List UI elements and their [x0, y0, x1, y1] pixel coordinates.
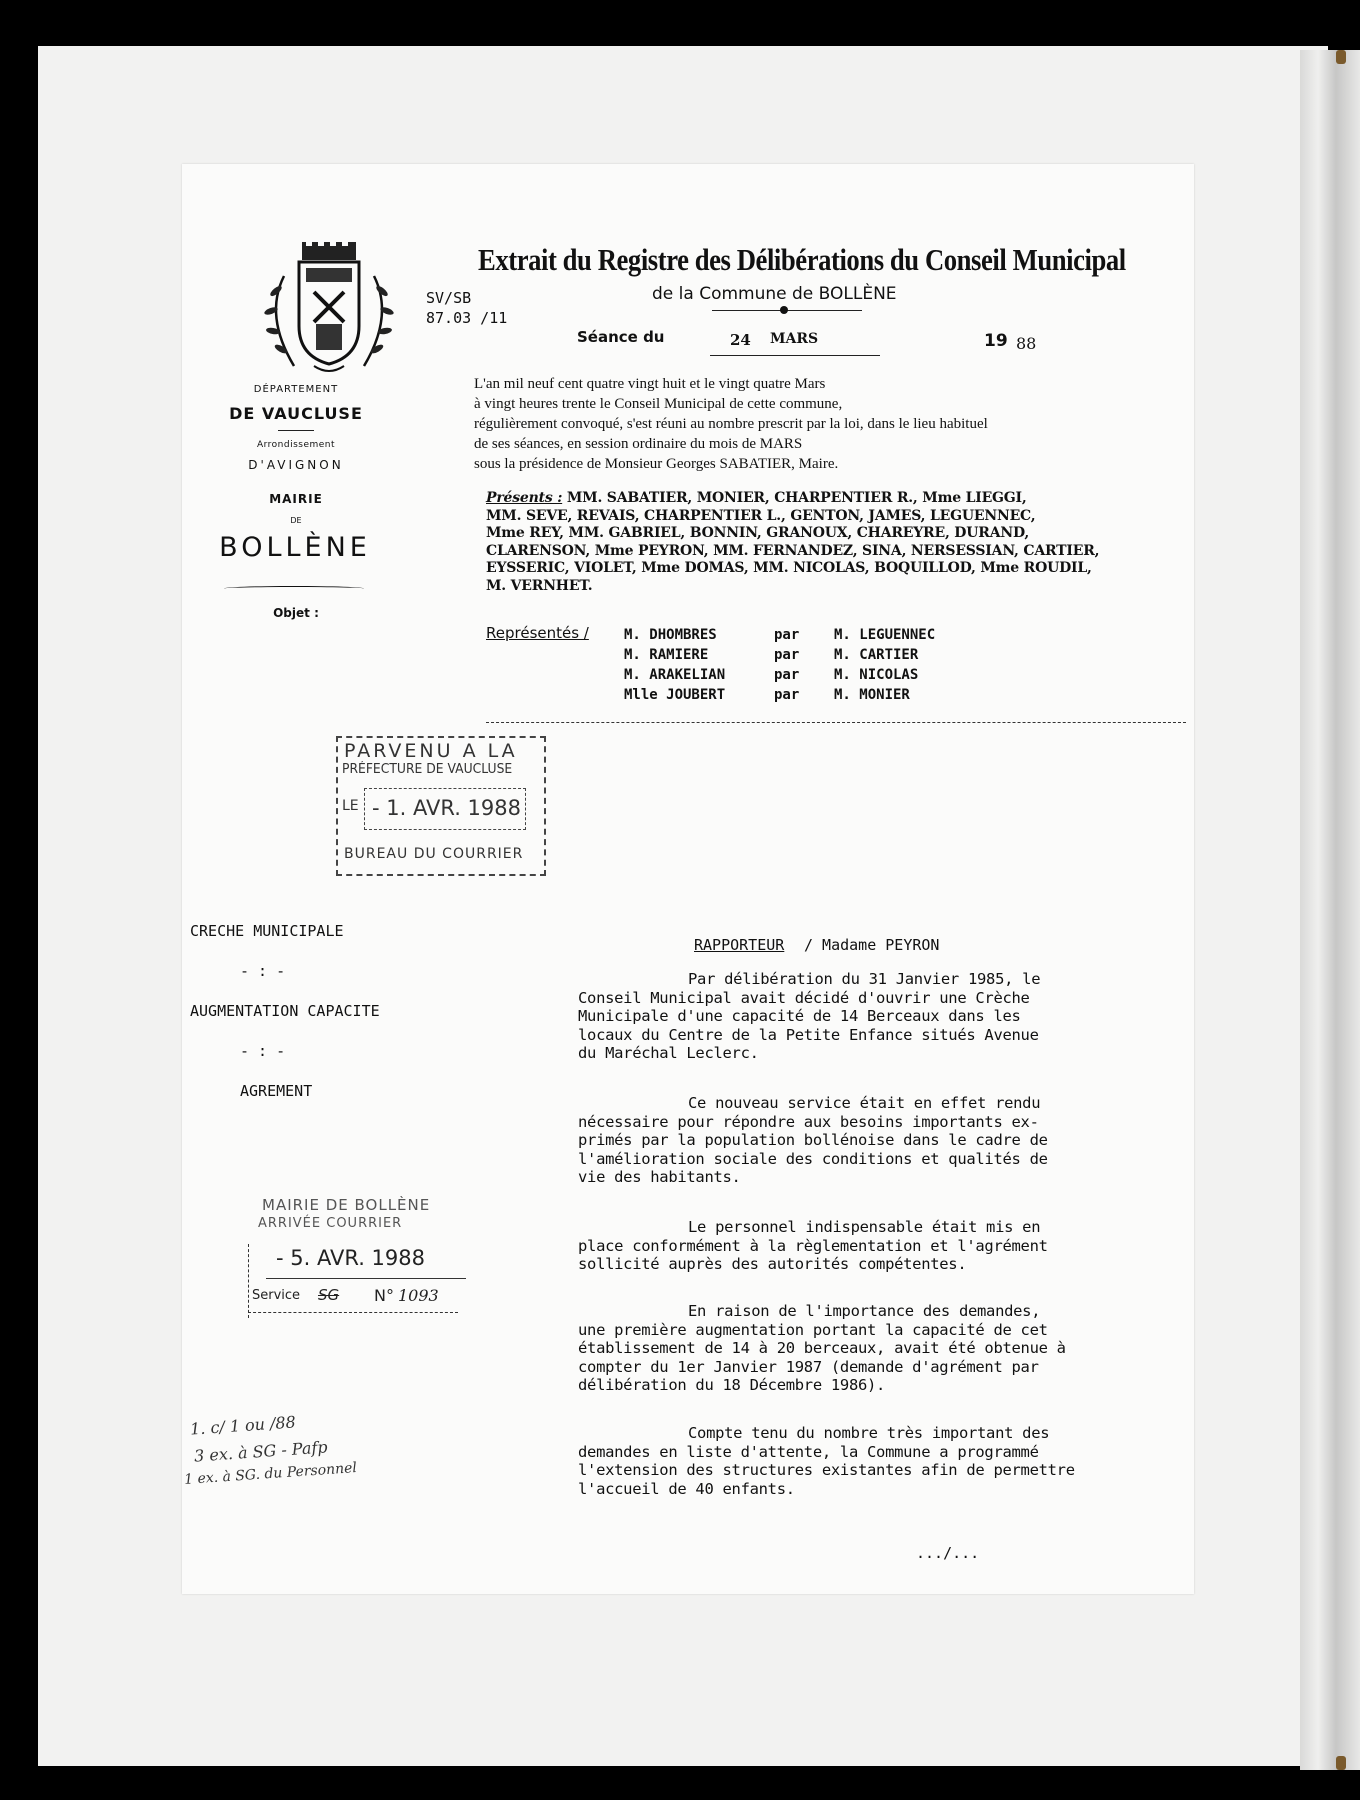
seance-year-suffix: 88 [1016, 334, 1037, 353]
body-line: Compte tenu du nombre très important des [688, 1424, 1050, 1442]
document-title: Extrait du Registre des Délibérations du Conseil Municipal [478, 242, 1126, 277]
representes-par: par [774, 647, 800, 663]
seance-month: MARS [770, 331, 819, 347]
stamp-num-value: 1093 [398, 1286, 439, 1305]
reference-code [426, 288, 507, 328]
document-sheet [182, 164, 1194, 1594]
presents-label: Présents : [486, 490, 563, 506]
coat-of-arms-icon [254, 236, 404, 386]
preamble-line: sous la présidence de Monsieur Georges SABATIER, Maire. [474, 456, 839, 472]
reference-line-1: SV/SB [426, 289, 472, 307]
handwritten-note: 3 ex. à SG - Pafp [193, 1437, 329, 1466]
stamp-service-label: Service [252, 1288, 301, 1303]
letterhead-rule [278, 430, 314, 431]
body-line: locaux du Centre de la Petite Enfance situés Avenue [578, 1025, 1039, 1044]
representes-proxy: M. LEGUENNEC [834, 627, 936, 643]
subject-separator: - : - [240, 962, 286, 980]
body-line: compter du 1er Janvier 1987 (demande d'agrément par [578, 1357, 1039, 1376]
binder-ring [1336, 1756, 1346, 1770]
departement-label: DÉPARTEMENT [253, 384, 339, 395]
body-line: Par délibération du 31 Janvier 1985, le [688, 970, 1041, 988]
body-paragraph [578, 1094, 1108, 1187]
seance-year-prefix: 19 [984, 331, 1008, 351]
commune-flourish [224, 586, 364, 591]
body-line: établissement de 14 à 20 berceaux, avait été obtenue à [578, 1339, 1066, 1357]
body-line: l'amélioration sociale des conditions et qualités de [578, 1149, 1048, 1168]
body-line: sollicité auprès des autorités compétentes. [578, 1255, 967, 1273]
stamp-line: BUREAU DU COURRIER [344, 846, 524, 862]
presents-line: CLARENSON, Mme PEYRON, MM. FERNANDEZ, SINA, NERSESSIAN, CARTIER, [486, 542, 1100, 559]
rule-ornament [780, 306, 788, 314]
representes-absent: M. DHOMBRES [624, 627, 717, 643]
representes-proxy: M. CARTIER [834, 647, 919, 663]
representes-absent: M. ARAKELIAN [624, 667, 726, 683]
seance-label: Séance du [577, 328, 665, 346]
body-line: une première augmentation portant la capacité de cet [578, 1320, 1048, 1339]
subject-line: AGREMENT [240, 1082, 313, 1100]
body-paragraph [578, 970, 1108, 1063]
seance-rule [710, 355, 880, 356]
subject-line: CRECHE MUNICIPALE [190, 922, 344, 940]
seance-day: 24 [730, 331, 751, 349]
binder-ring [1336, 50, 1346, 64]
arrondissement-label: Arrondissement [256, 440, 336, 450]
departement-name: DE VAUCLUSE [229, 404, 363, 423]
body-line: Le personnel indispensable était mis en [688, 1218, 1041, 1236]
handwritten-note: 1 ex. à SG. du Personnel [183, 1459, 358, 1489]
stamp-line: PARVENU A LA [344, 740, 518, 762]
presents-line: Mme REY, MM. GABRIEL, BONNIN, GRANOUX, CHAREYRE, DURAND, [486, 525, 1030, 541]
preamble-line: L'an mil neuf cent quatre vingt huit et le vingt quatre Mars [474, 376, 826, 392]
commune-name: BOLLÈNE [219, 532, 371, 563]
handwritten-note: 1. c/ 1 ou /88 [189, 1412, 297, 1439]
presents-line: EYSSERIC, VIOLET, Mme DOMAS, MM. NICOLAS, BOQUILLOD, Mme ROUDIL, [486, 560, 1092, 576]
preamble-line: régulièrement convoqué, s'est réuni au nombre prescrit par la loi, dans le lieu habituel [474, 416, 988, 432]
preamble-line: à vingt heures trente le Conseil Municipal de cette commune, [474, 396, 843, 412]
body-paragraph [578, 1302, 1108, 1395]
representes-absent: M. RAMIERE [624, 647, 709, 663]
presents-line: MM. SEVE, REVAIS, CHARPENTIER L., GENTON, JAMES, LEGUENNEC, [486, 507, 1036, 524]
de-label: DE [290, 516, 302, 525]
stamp-le: LE [342, 798, 359, 814]
rapporteur-name: / Madame PEYRON [804, 936, 940, 954]
stamp-date: - 1. AVR. 1988 [372, 796, 521, 820]
body-line: Conseil Municipal avait décidé d'ouvrir une Crèche [578, 988, 1030, 1007]
subject-separator: - : - [240, 1042, 286, 1060]
body-line: Municipale d'une capacité de 14 Berceaux dans les [578, 1007, 1021, 1025]
representes-proxy: M. MONIER [834, 687, 910, 703]
rapporteur-label: RAPPORTEUR [694, 936, 785, 954]
body-line: vie des habitants. [578, 1168, 741, 1186]
arrondissement-name: D'AVIGNON [248, 458, 344, 472]
stamp-line: ARRIVÉE COURRIER [258, 1216, 403, 1231]
body-paragraph [578, 1218, 1108, 1274]
objet-label: Objet : [273, 606, 319, 620]
body-line: nécessaire pour répondre aux besoins importants ex- [578, 1112, 1039, 1131]
continuation-mark: .../... [916, 1544, 980, 1562]
body-line: l'accueil de 40 enfants. [578, 1479, 795, 1498]
representes-par: par [774, 687, 800, 703]
representes-par: par [774, 667, 800, 683]
stamp-line: PRÉFECTURE DE VAUCLUSE [342, 762, 513, 777]
body-line: du Maréchal Leclerc. [578, 1044, 759, 1062]
body-line: primés par la population bollénoise dans le cadre de [578, 1131, 1048, 1149]
stamp-service-value: SG [318, 1286, 340, 1304]
presents-line: MM. SABATIER, MONIER, CHARPENTIER R., Mme LIEGGI, [566, 490, 1027, 506]
representes-label: Représentés / [486, 624, 589, 642]
presents-block [486, 490, 1166, 595]
body-line: place conformément à la règlementation et l'agrément [578, 1236, 1048, 1255]
body-paragraph [578, 1424, 1108, 1498]
prefecture-stamp [336, 736, 546, 876]
body-line: l'extension des structures existantes afin de permettre [578, 1461, 1075, 1479]
mairie-label: MAIRIE [269, 492, 323, 506]
stamp-num-label: N° [374, 1286, 394, 1305]
body-line: En raison de l'importance des demandes, [688, 1302, 1041, 1320]
document-subtitle: de la Commune de BOLLÈNE [652, 284, 897, 304]
stamp-line: MAIRIE DE BOLLÈNE [262, 1196, 431, 1214]
representes-par: par [774, 627, 800, 643]
binder-edge [1300, 50, 1360, 1770]
preamble-line: de ses séances, en session ordinaire du mois de MARS [474, 436, 803, 452]
section-divider [486, 722, 1186, 723]
presents-line: M. VERNHET. [486, 577, 593, 594]
body-line: délibération du 18 Décembre 1986). [578, 1376, 886, 1394]
stamp-date: - 5. AVR. 1988 [276, 1246, 425, 1270]
representes-absent: Mlle JOUBERT [624, 687, 726, 703]
representes-proxy: M. NICOLAS [834, 667, 919, 683]
subject-line: AUGMENTATION CAPACITE [190, 1002, 380, 1020]
mairie-stamp [246, 1196, 482, 1356]
reference-line-2: 87.03 /11 [426, 309, 508, 327]
body-line: demandes en liste d'attente, la Commune a programmé [578, 1442, 1039, 1461]
body-line: Ce nouveau service était en effet rendu [688, 1094, 1041, 1112]
